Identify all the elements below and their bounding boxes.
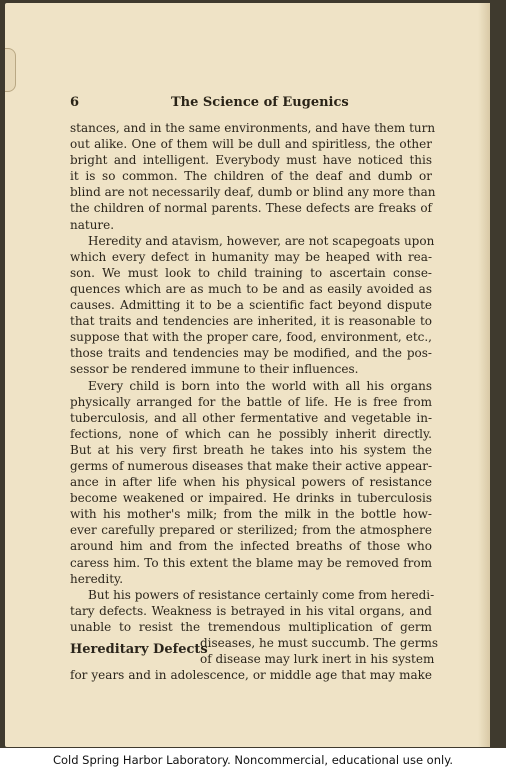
text-line: out alike. One of them will be dull and spiritless, the other — [70, 137, 432, 152]
text-line: diseases, he must succumb. The germs — [200, 636, 438, 650]
text-line: But at his very first breath he takes into his system the — [70, 442, 432, 457]
text-line: son. We must look to child training to ascertain conse- — [70, 265, 432, 280]
page-tab-mark — [5, 48, 16, 92]
paragraph-start-line: Every child is born into the world with all his organs — [88, 378, 432, 393]
paragraph-start-line: But his powers of resistance certainly come from heredi- — [88, 587, 435, 602]
text-line: fections, none of which can he possibly inherit directly. — [70, 426, 432, 441]
text-line: ance in after life when his physical powers of resistance — [70, 475, 432, 490]
text-line: around him and from the infected breaths of those who — [70, 539, 432, 554]
text-line: tuberculosis, and all other fermentative and vegetable in- — [70, 410, 432, 425]
text-line: bright and intelligent. Everybody must have noticed this — [70, 153, 432, 168]
text-line: unable to resist the tremendous multiplication of germ — [70, 619, 432, 634]
text-line: which every defect in humanity may be heaped with rea- — [70, 249, 432, 264]
text-line: the children of normal parents. These defects are freaks of — [70, 201, 432, 216]
text-line: tary defects. Weakness is betrayed in his vital organs, and — [70, 603, 432, 618]
text-line: stances, and in the same environments, and have them turn — [70, 121, 436, 135]
text-line: caress him. To this extent the blame may be removed from — [70, 555, 432, 570]
text-line: sessor be rendered immune to their influences. — [70, 362, 359, 377]
text-line: causes. Admitting it to be a scientific fact beyond dispute — [70, 298, 432, 313]
page-edge-shadow — [478, 3, 490, 747]
text-line: nature. — [70, 217, 115, 232]
text-line: those traits and tendencies may be modified, and the pos- — [70, 346, 432, 361]
text-line: that traits and tendencies are inherited, it is reasonable to — [70, 314, 432, 329]
body-text — [70, 120, 438, 683]
text-line: ever carefully prepared or sterilized; from the atmosphere — [70, 523, 432, 538]
paragraph-start-line: Heredity and atavism, however, are not scapegoats upon — [88, 233, 435, 248]
archive-footer: Cold Spring Harbor Laboratory. Noncommercial, educational use only. — [52, 753, 454, 767]
text-line: physically arranged for the battle of life. He is free from — [70, 394, 432, 409]
running-head — [70, 95, 410, 113]
text-line: blind are not necessarily deaf, dumb or blind any more than — [70, 185, 436, 200]
text-line: it is so common. The children of the deaf and dumb or — [70, 169, 432, 184]
text-line: suppose that with the proper care, food, environment, etc., — [70, 330, 432, 345]
text-line: quences which are as much to be and as easily avoided as — [70, 281, 432, 296]
text-line: of disease may lurk inert in his system — [200, 652, 435, 667]
sidenote-block — [70, 635, 438, 667]
text-line: heredity. — [70, 571, 124, 586]
sidenote-heading: Hereditary Defects — [70, 642, 208, 657]
text-line: with his mother's milk; from the milk in the bottle how- — [70, 507, 432, 522]
text-line: germs of numerous diseases that make their active appear- — [70, 458, 433, 473]
running-title: The Science of Eugenics — [171, 95, 349, 110]
page-number: 6 — [70, 95, 80, 110]
text-line: become weakened or impaired. He drinks in tuberculosis — [70, 491, 432, 506]
text-line: for years and in adolescence, or middle age that may make — [70, 668, 432, 683]
